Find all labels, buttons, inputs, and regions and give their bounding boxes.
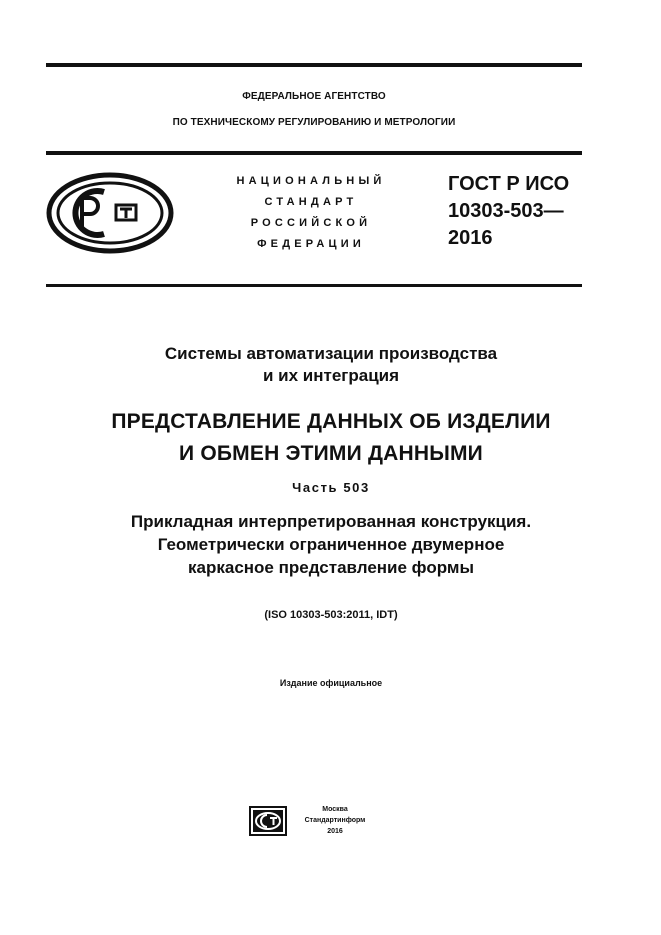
subtitle-line-2: Геометрически ограниченное двумерное (157, 535, 505, 554)
part-number: Часть 503 (292, 480, 370, 495)
main-title (46, 406, 616, 470)
publisher-imprint (290, 804, 380, 837)
subtitle-line-3: каркасное представление формы (188, 558, 474, 577)
main-title-line-1: ПРЕДСТАВЛЕНИЕ ДАННЫХ ОБ ИЗДЕЛИИ (111, 410, 551, 433)
publisher-city: Москва (322, 806, 348, 813)
series-line-1: Системы автоматизации производства (164, 344, 498, 363)
rst-mark-icon (46, 172, 174, 254)
designation-line-3: 2016 (448, 227, 493, 249)
subtitle-line-1: Прикладная интерпретированная конструкция. (130, 512, 532, 531)
header-rule (46, 151, 582, 155)
iso-reference: (ISO 10303-503:2011, IDT) (264, 609, 398, 621)
standard-type-line-1: НАЦИОНАЛЬНЫЙ (236, 175, 386, 187)
standard-type-line-2: СТАНДАРТ (264, 196, 358, 208)
series-line-2: и их интеграция (262, 366, 400, 385)
standard-type-line-3: РОССИЙСКОЙ (250, 217, 372, 229)
designation-line-1: ГОСТ Р ИСО (448, 173, 570, 195)
publisher-logo-icon (249, 806, 287, 836)
header-bottom-rule (46, 284, 582, 287)
standard-designation (448, 171, 588, 252)
series-title (46, 343, 616, 387)
designation-line-2: 10303-503— (448, 200, 564, 222)
standard-type (216, 171, 406, 255)
publisher-name: Стандартинформ (304, 817, 366, 824)
edition-label: Издание официальное (279, 678, 383, 688)
publisher-year: 2016 (327, 828, 343, 835)
standard-type-line-4: ФЕДЕРАЦИИ (257, 238, 365, 250)
agency-line-1: ФЕДЕРАЛЬНОЕ АГЕНТСТВО (242, 91, 386, 102)
top-rule (46, 63, 582, 67)
agency-line-2: ПО ТЕХНИЧЕСКОМУ РЕГУЛИРОВАНИЮ И МЕТРОЛОГИИ (172, 117, 456, 128)
main-title-line-2: И ОБМЕН ЭТИМИ ДАННЫМИ (179, 442, 483, 465)
part-subtitle (46, 510, 616, 579)
